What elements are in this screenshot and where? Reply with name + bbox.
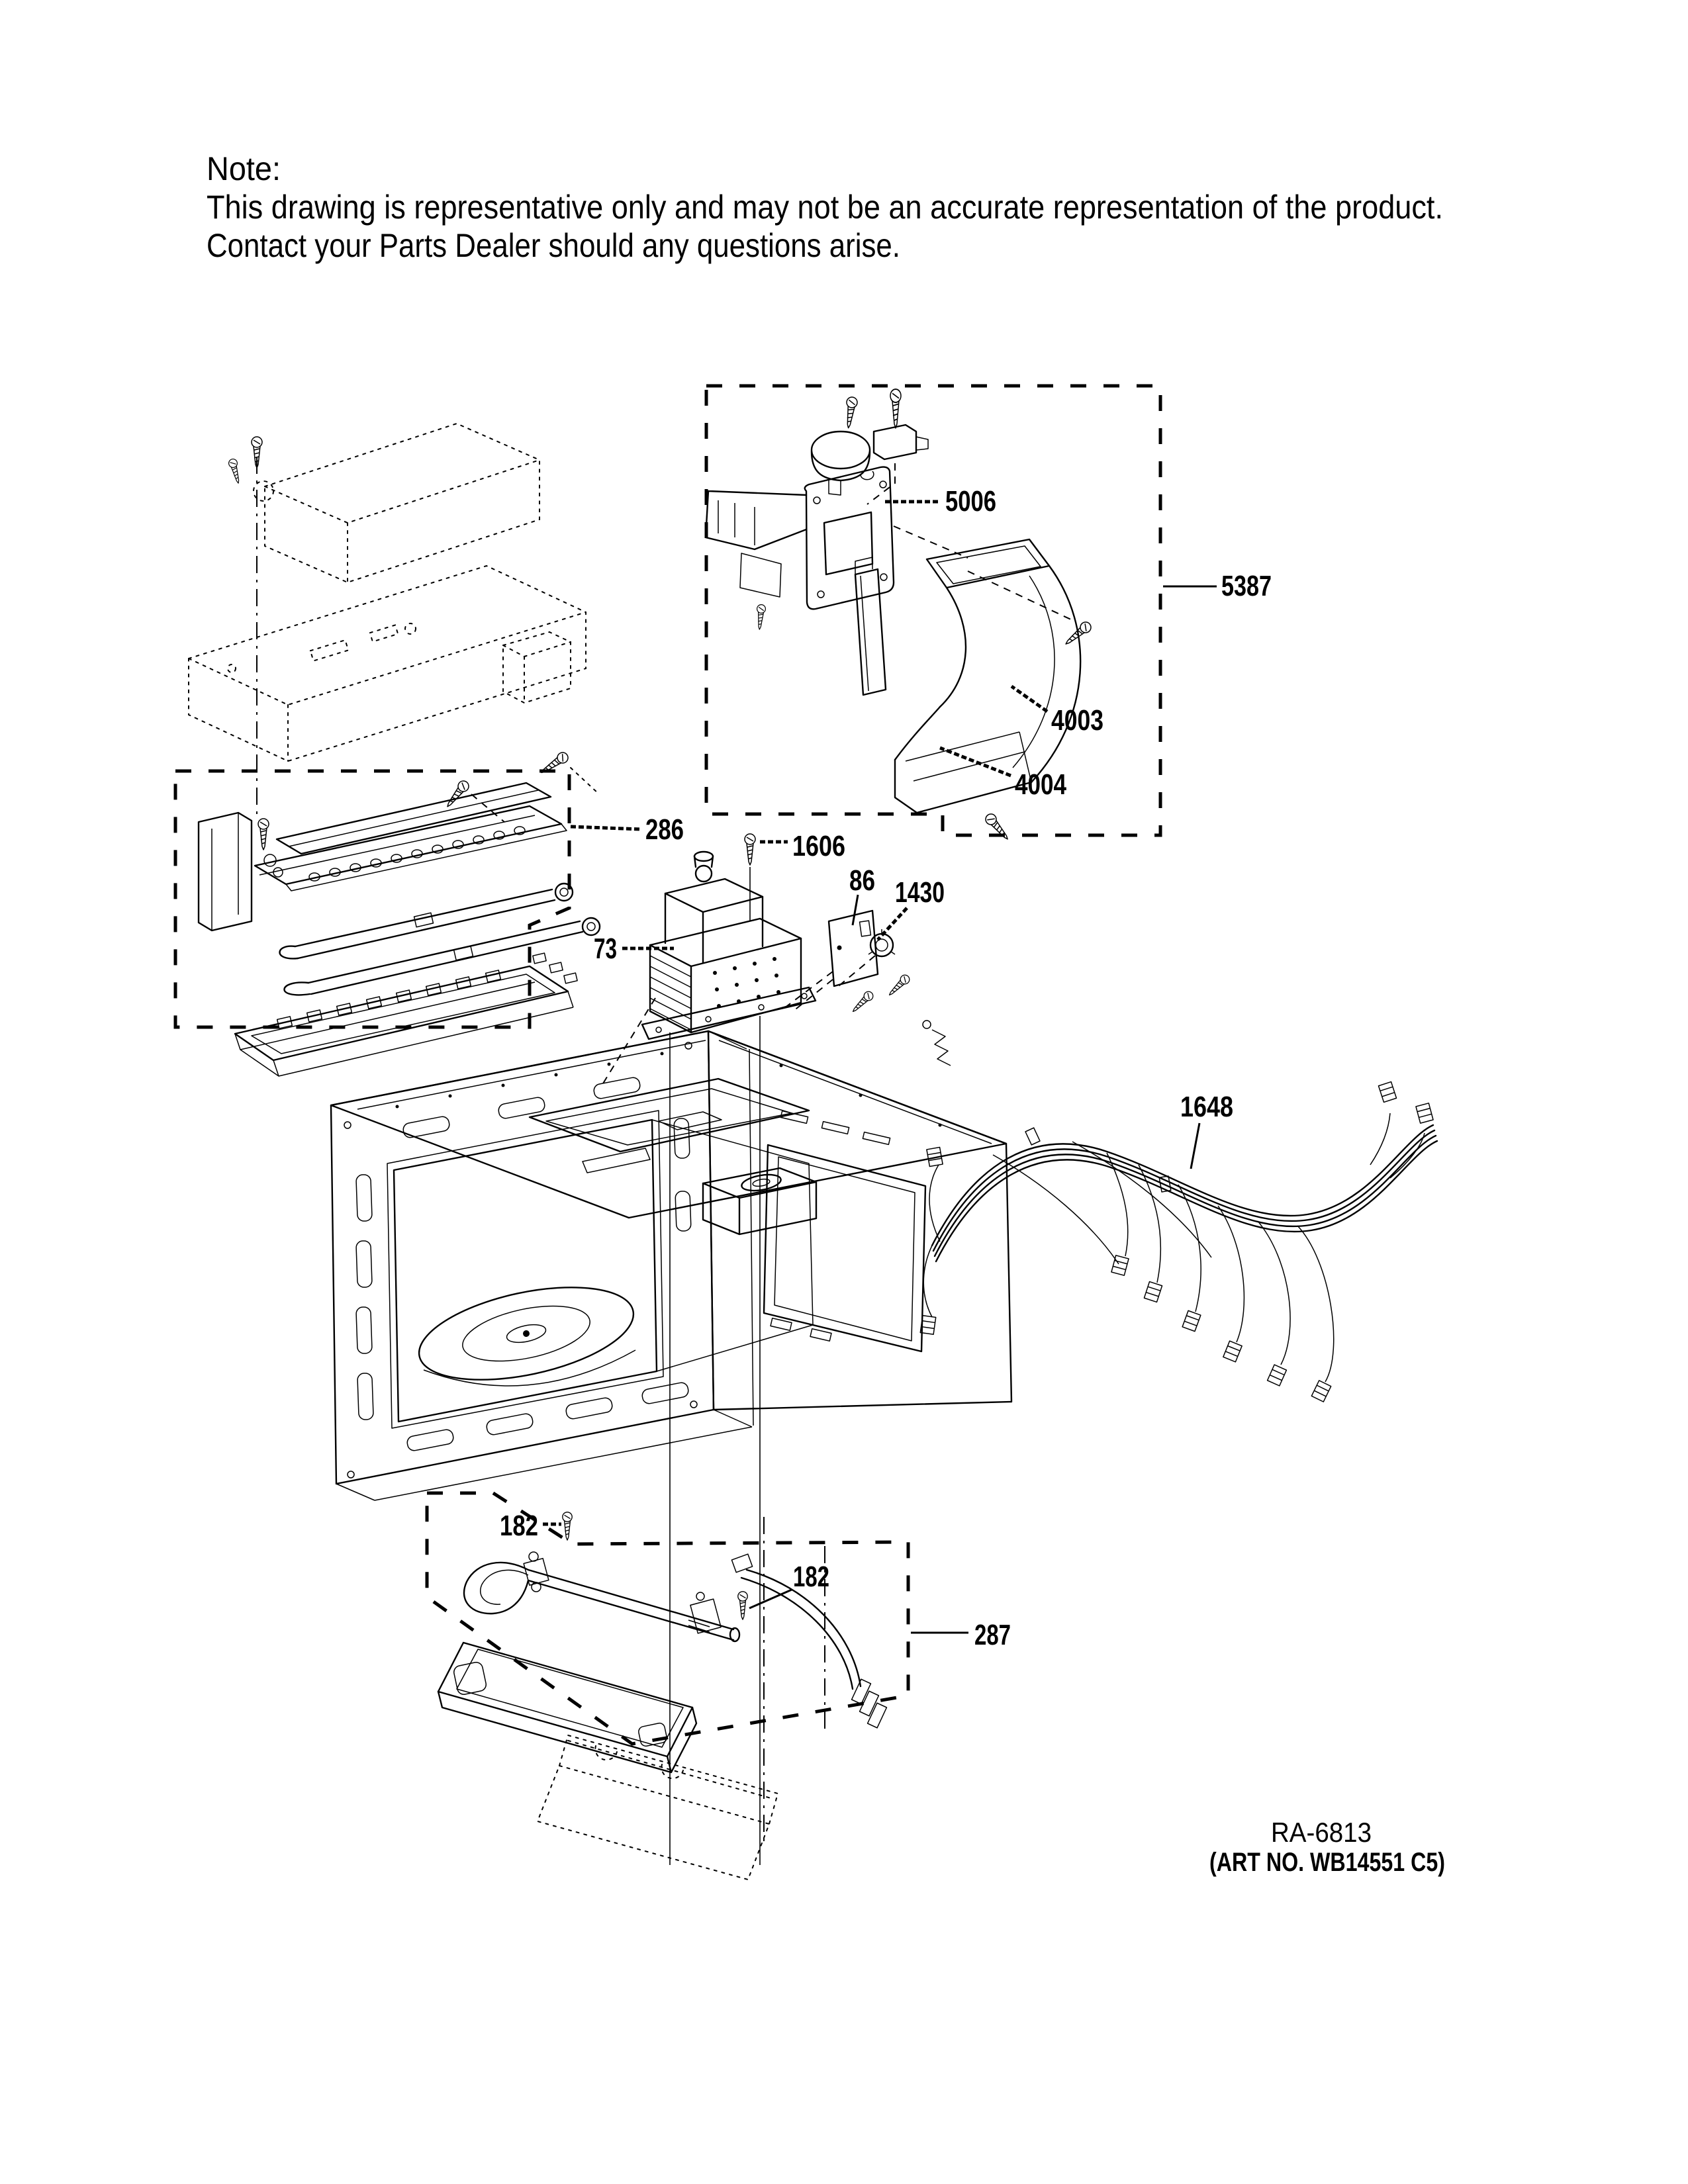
oven-cavity-drawing	[331, 1021, 1011, 1500]
callout-5006: 5006	[945, 485, 996, 518]
art-number: (ART NO. WB14551 C5)	[1209, 1848, 1445, 1877]
callout-73: 73	[594, 933, 617, 965]
callout-5387: 5387	[1221, 570, 1272, 602]
callout-86: 86	[849, 864, 875, 897]
screw-glyph	[886, 973, 912, 998]
fan-duct-callout-box	[706, 386, 1160, 835]
projection-lines	[257, 457, 875, 1865]
screw-glyph	[843, 396, 858, 429]
screw-glyph	[984, 812, 1011, 842]
screw-glyph	[258, 819, 269, 850]
screw-glyph	[444, 779, 471, 810]
frame-vent-slots	[356, 1077, 691, 1452]
screw-glyph	[755, 604, 766, 630]
tray-castellations	[277, 970, 501, 1028]
fan-motor-bracket-drawing	[706, 389, 1093, 648]
screw-glyph	[738, 1592, 747, 1619]
note-line-1: This drawing is representative only and may not be an accurate representation of the product.	[207, 189, 1443, 226]
screw-glyph	[745, 834, 755, 865]
connector-glyph	[1144, 1282, 1162, 1302]
callout-1430: 1430	[895, 876, 945, 909]
connector-glyph	[1223, 1341, 1242, 1362]
screw-glyph	[563, 1512, 572, 1540]
drip-tray-drawing	[538, 1735, 778, 1880]
callout-leaders	[543, 502, 1217, 1633]
note-line-2: Contact your Parts Dealer should any questions arise.	[207, 227, 900, 264]
harness-branches	[923, 1113, 1425, 1382]
thermostat-bracket-drawing	[793, 911, 878, 1011]
footer-block	[1209, 1817, 1445, 1877]
note-block	[207, 150, 1443, 264]
connector-glyph	[1311, 1381, 1331, 1402]
callout-1606: 1606	[792, 830, 845, 862]
screw-glyph	[228, 458, 242, 484]
callout-286: 286	[645, 813, 684, 846]
callout-1648: 1648	[1180, 1091, 1233, 1123]
magnetron-plate-holes	[713, 957, 780, 1008]
control-panel-assembly-drawing	[189, 424, 599, 850]
connector-glyph	[1416, 1103, 1433, 1123]
panel-slots	[771, 1111, 890, 1342]
screw-glyph	[890, 389, 901, 428]
screw-glyph	[850, 989, 875, 1015]
connector-glyph	[1182, 1310, 1201, 1331]
grommet-drawing	[850, 929, 912, 1015]
callout-labels	[500, 485, 1272, 1651]
connector-glyph	[1111, 1255, 1129, 1275]
connector-glyph	[1268, 1365, 1287, 1386]
magnetron-drawing	[642, 834, 816, 1039]
callout-182-left: 182	[500, 1510, 538, 1542]
connector-glyph	[1378, 1082, 1396, 1103]
heater-element-assembly-drawing	[199, 779, 600, 1076]
callout-4003: 4003	[1051, 704, 1103, 737]
wiring-harness-drawing	[920, 1082, 1437, 1402]
callout-287: 287	[974, 1619, 1011, 1651]
callout-4004: 4004	[1015, 768, 1067, 801]
lower-heater-assembly-drawing	[438, 1512, 886, 1772]
note-heading: Note:	[207, 150, 281, 187]
drawing-number: RA-6813	[1271, 1817, 1372, 1848]
callout-182-right: 182	[793, 1561, 829, 1593]
screw-glyph	[538, 751, 570, 777]
